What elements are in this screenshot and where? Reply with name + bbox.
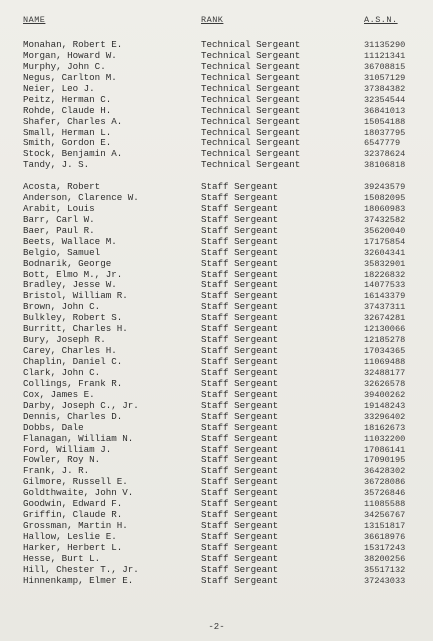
cell-name: Ford, William J. <box>23 443 112 455</box>
cell-name: Goodwin, Edward F. <box>23 498 123 510</box>
cell-name: Hesse, Burt L. <box>23 552 101 564</box>
cell-name: Clark, John C. <box>23 366 101 378</box>
cell-rank: Staff Sergeant <box>201 202 279 214</box>
cell-asn: 31057129 <box>364 72 406 83</box>
cell-asn: 15317243 <box>364 542 406 553</box>
cell-rank: Staff Sergeant <box>201 366 279 378</box>
cell-rank: Staff Sergeant <box>201 323 279 335</box>
staff-sergeant-list <box>0 182 433 587</box>
cell-asn: 32378624 <box>364 149 406 160</box>
cell-name: Monahan, Robert E. <box>23 39 123 50</box>
cell-asn: 35620040 <box>364 225 406 236</box>
cell-asn: 39243579 <box>364 182 406 192</box>
cell-name: Morgan, Howard W. <box>23 49 117 61</box>
page-number: -2- <box>208 622 225 632</box>
table-row <box>0 423 433 434</box>
cell-rank: Technical Sergeant <box>201 82 301 94</box>
cell-asn: 15054188 <box>364 116 406 127</box>
cell-name: Acosta, Robert <box>23 181 101 192</box>
cell-asn: 12130066 <box>364 324 406 335</box>
cell-rank: Technical Sergeant <box>201 159 301 171</box>
cell-asn: 18226832 <box>364 269 406 280</box>
cell-rank: Staff Sergeant <box>201 520 279 532</box>
cell-rank: Staff Sergeant <box>201 388 279 400</box>
table-row <box>0 576 433 587</box>
cell-name: Negus, Carlton M. <box>23 71 117 83</box>
cell-asn: 34256767 <box>364 510 406 521</box>
cell-asn: 15082095 <box>364 192 406 203</box>
cell-asn: 33296402 <box>364 411 406 422</box>
cell-name: Griffin, Claude R. <box>23 509 123 521</box>
cell-asn: 32488177 <box>364 367 406 378</box>
cell-name: Bulkley, Robert S. <box>23 312 123 324</box>
table-row <box>0 237 433 248</box>
cell-name: Bury, Joseph R. <box>23 334 106 346</box>
cell-asn: 18060983 <box>364 203 406 214</box>
cell-name: Belgio, Samuel <box>23 246 101 258</box>
cell-rank: Staff Sergeant <box>201 476 279 488</box>
cell-rank: Staff Sergeant <box>201 312 279 324</box>
cell-asn: 37437311 <box>364 302 406 313</box>
cell-name: Burritt, Charles H. <box>23 323 128 335</box>
cell-name: Hill, Chester T., Jr. <box>23 563 139 575</box>
header-name: NAME <box>23 15 46 25</box>
cell-name: Baer, Paul R. <box>23 224 95 236</box>
cell-asn: 14077533 <box>364 280 406 291</box>
table-row <box>0 95 433 106</box>
cell-asn: 35832901 <box>364 258 406 269</box>
cell-rank: Staff Sergeant <box>201 377 279 389</box>
cell-name: Bristol, William R. <box>23 290 128 302</box>
cell-rank: Technical Sergeant <box>201 39 301 50</box>
cell-name: Smith, Gordon E. <box>23 137 112 149</box>
cell-asn: 13151817 <box>364 521 406 532</box>
cell-asn: 6547779 <box>364 138 401 149</box>
cell-name: Murphy, John C. <box>23 60 106 72</box>
cell-rank: Staff Sergeant <box>201 356 279 367</box>
cell-name: Hinnenkamp, Elmer E. <box>23 574 134 586</box>
cell-rank: Technical Sergeant <box>201 93 301 105</box>
cell-name: Neier, Leo J. <box>23 82 95 94</box>
cell-asn: 37243033 <box>364 575 406 586</box>
cell-asn: 11121341 <box>364 50 406 61</box>
cell-rank: Technical Sergeant <box>201 49 301 61</box>
cell-name: Bott, Elmo M., Jr. <box>23 268 123 280</box>
cell-asn: 36728086 <box>364 477 406 488</box>
cell-asn: 18037795 <box>364 127 406 138</box>
cell-name: Barr, Carl W. <box>23 213 95 225</box>
cell-name: Shafer, Charles A. <box>23 115 123 127</box>
cell-asn: 11085588 <box>364 499 406 510</box>
cell-asn: 18162673 <box>364 422 406 433</box>
cell-asn: 32604341 <box>364 247 406 258</box>
cell-name: Tandy, J. S. <box>23 159 90 171</box>
cell-rank: Staff Sergeant <box>201 410 279 422</box>
cell-rank: Technical Sergeant <box>201 126 301 138</box>
cell-name: Brown, John C. <box>23 301 101 313</box>
cell-name: Hallow, Leslie E. <box>23 531 117 542</box>
cell-asn: 38106818 <box>364 160 406 171</box>
cell-rank: Staff Sergeant <box>201 454 279 466</box>
cell-name: Grossman, Martin H. <box>23 520 128 532</box>
cell-rank: Staff Sergeant <box>201 509 279 521</box>
cell-asn: 17090195 <box>364 455 406 466</box>
cell-rank: Technical Sergeant <box>201 148 301 160</box>
cell-asn: 39400262 <box>364 389 406 400</box>
cell-rank: Staff Sergeant <box>201 541 279 553</box>
table-row <box>0 259 433 270</box>
cell-rank: Staff Sergeant <box>201 531 279 542</box>
cell-rank: Staff Sergeant <box>201 487 279 499</box>
cell-rank: Staff Sergeant <box>201 224 279 236</box>
cell-rank: Staff Sergeant <box>201 191 279 203</box>
cell-rank: Staff Sergeant <box>201 443 279 455</box>
cell-asn: 32354544 <box>364 94 406 105</box>
cell-rank: Staff Sergeant <box>201 563 279 575</box>
cell-rank: Technical Sergeant <box>201 115 301 127</box>
cell-rank: Staff Sergeant <box>201 334 279 346</box>
cell-asn: 31135290 <box>364 40 406 50</box>
cell-asn: 11032200 <box>364 433 406 444</box>
cell-asn: 17175854 <box>364 236 406 247</box>
cell-rank: Technical Sergeant <box>201 71 301 83</box>
cell-asn: 36841013 <box>364 105 406 116</box>
cell-rank: Technical Sergeant <box>201 137 301 149</box>
cell-asn: 17086141 <box>364 444 406 455</box>
cell-asn: 12185278 <box>364 335 406 346</box>
table-row <box>0 106 433 117</box>
header-rank: RANK <box>201 15 224 25</box>
cell-name: Cox, James E. <box>23 388 95 400</box>
cell-name: Goldthwaite, John V. <box>23 487 134 499</box>
cell-name: Stock, Benjamin A. <box>23 148 123 160</box>
table-row <box>0 412 433 423</box>
cell-rank: Staff Sergeant <box>201 465 279 477</box>
cell-rank: Staff Sergeant <box>201 301 279 313</box>
table-row <box>0 160 433 171</box>
cell-name: Dennis, Charles D. <box>23 410 123 422</box>
cell-name: Chaplin, Daniel C. <box>23 356 123 367</box>
cell-rank: Staff Sergeant <box>201 498 279 510</box>
cell-asn: 35517132 <box>364 564 406 575</box>
cell-asn: 37384382 <box>364 83 406 94</box>
cell-rank: Technical Sergeant <box>201 104 301 116</box>
cell-asn: 38200256 <box>364 553 406 564</box>
cell-name: Gilmore, Russell E. <box>23 476 128 488</box>
header-asn: A.S.N. <box>364 15 398 25</box>
cell-asn: 35726846 <box>364 488 406 499</box>
table-row <box>0 248 433 259</box>
cell-rank: Staff Sergeant <box>201 235 279 247</box>
cell-name: Bodnarik, George <box>23 257 112 269</box>
cell-name: Rohde, Claude H. <box>23 104 112 116</box>
cell-rank: Staff Sergeant <box>201 421 279 433</box>
cell-rank: Staff Sergeant <box>201 257 279 269</box>
cell-name: Peitz, Herman C. <box>23 93 112 105</box>
cell-rank: Staff Sergeant <box>201 181 279 192</box>
cell-rank: Staff Sergeant <box>201 345 279 357</box>
cell-asn: 36428302 <box>364 466 406 477</box>
cell-rank: Staff Sergeant <box>201 290 279 302</box>
cell-asn: 16143379 <box>364 291 406 302</box>
cell-asn: 36618976 <box>364 532 406 542</box>
cell-name: Bradley, Jesse W. <box>23 279 117 291</box>
cell-name: Carey, Charles H. <box>23 345 117 357</box>
cell-name: Fowler, Roy N. <box>23 454 101 466</box>
cell-rank: Staff Sergeant <box>201 246 279 258</box>
cell-name: Small, Herman L. <box>23 126 112 138</box>
cell-rank: Staff Sergeant <box>201 399 279 411</box>
cell-name: Anderson, Clarence W. <box>23 191 139 203</box>
cell-rank: Technical Sergeant <box>201 60 301 72</box>
table-row <box>0 117 433 128</box>
cell-asn: 32626578 <box>364 378 406 389</box>
cell-name: Darby, Joseph C., Jr. <box>23 399 139 411</box>
cell-name: Collings, Frank R. <box>23 377 123 389</box>
cell-asn: 32674281 <box>364 313 406 324</box>
technical-sergeant-list <box>0 40 433 171</box>
cell-rank: Staff Sergeant <box>201 552 279 564</box>
cell-name: Dobbs, Dale <box>23 421 84 433</box>
cell-name: Flanagan, William N. <box>23 432 134 444</box>
cell-asn: 11069488 <box>364 357 406 367</box>
cell-rank: Staff Sergeant <box>201 432 279 444</box>
cell-rank: Staff Sergeant <box>201 213 279 225</box>
cell-name: Beets, Wallace M. <box>23 235 117 247</box>
cell-name: Harker, Herbert L. <box>23 541 123 553</box>
cell-rank: Staff Sergeant <box>201 279 279 291</box>
cell-name: Arabit, Louis <box>23 202 95 214</box>
cell-rank: Staff Sergeant <box>201 574 279 586</box>
cell-rank: Staff Sergeant <box>201 268 279 280</box>
cell-asn: 19148243 <box>364 400 406 411</box>
cell-asn: 37432582 <box>364 214 406 225</box>
cell-asn: 36708815 <box>364 61 406 72</box>
cell-name: Frank, J. R. <box>23 465 90 477</box>
cell-asn: 17034365 <box>364 346 406 357</box>
table-row <box>0 434 433 445</box>
